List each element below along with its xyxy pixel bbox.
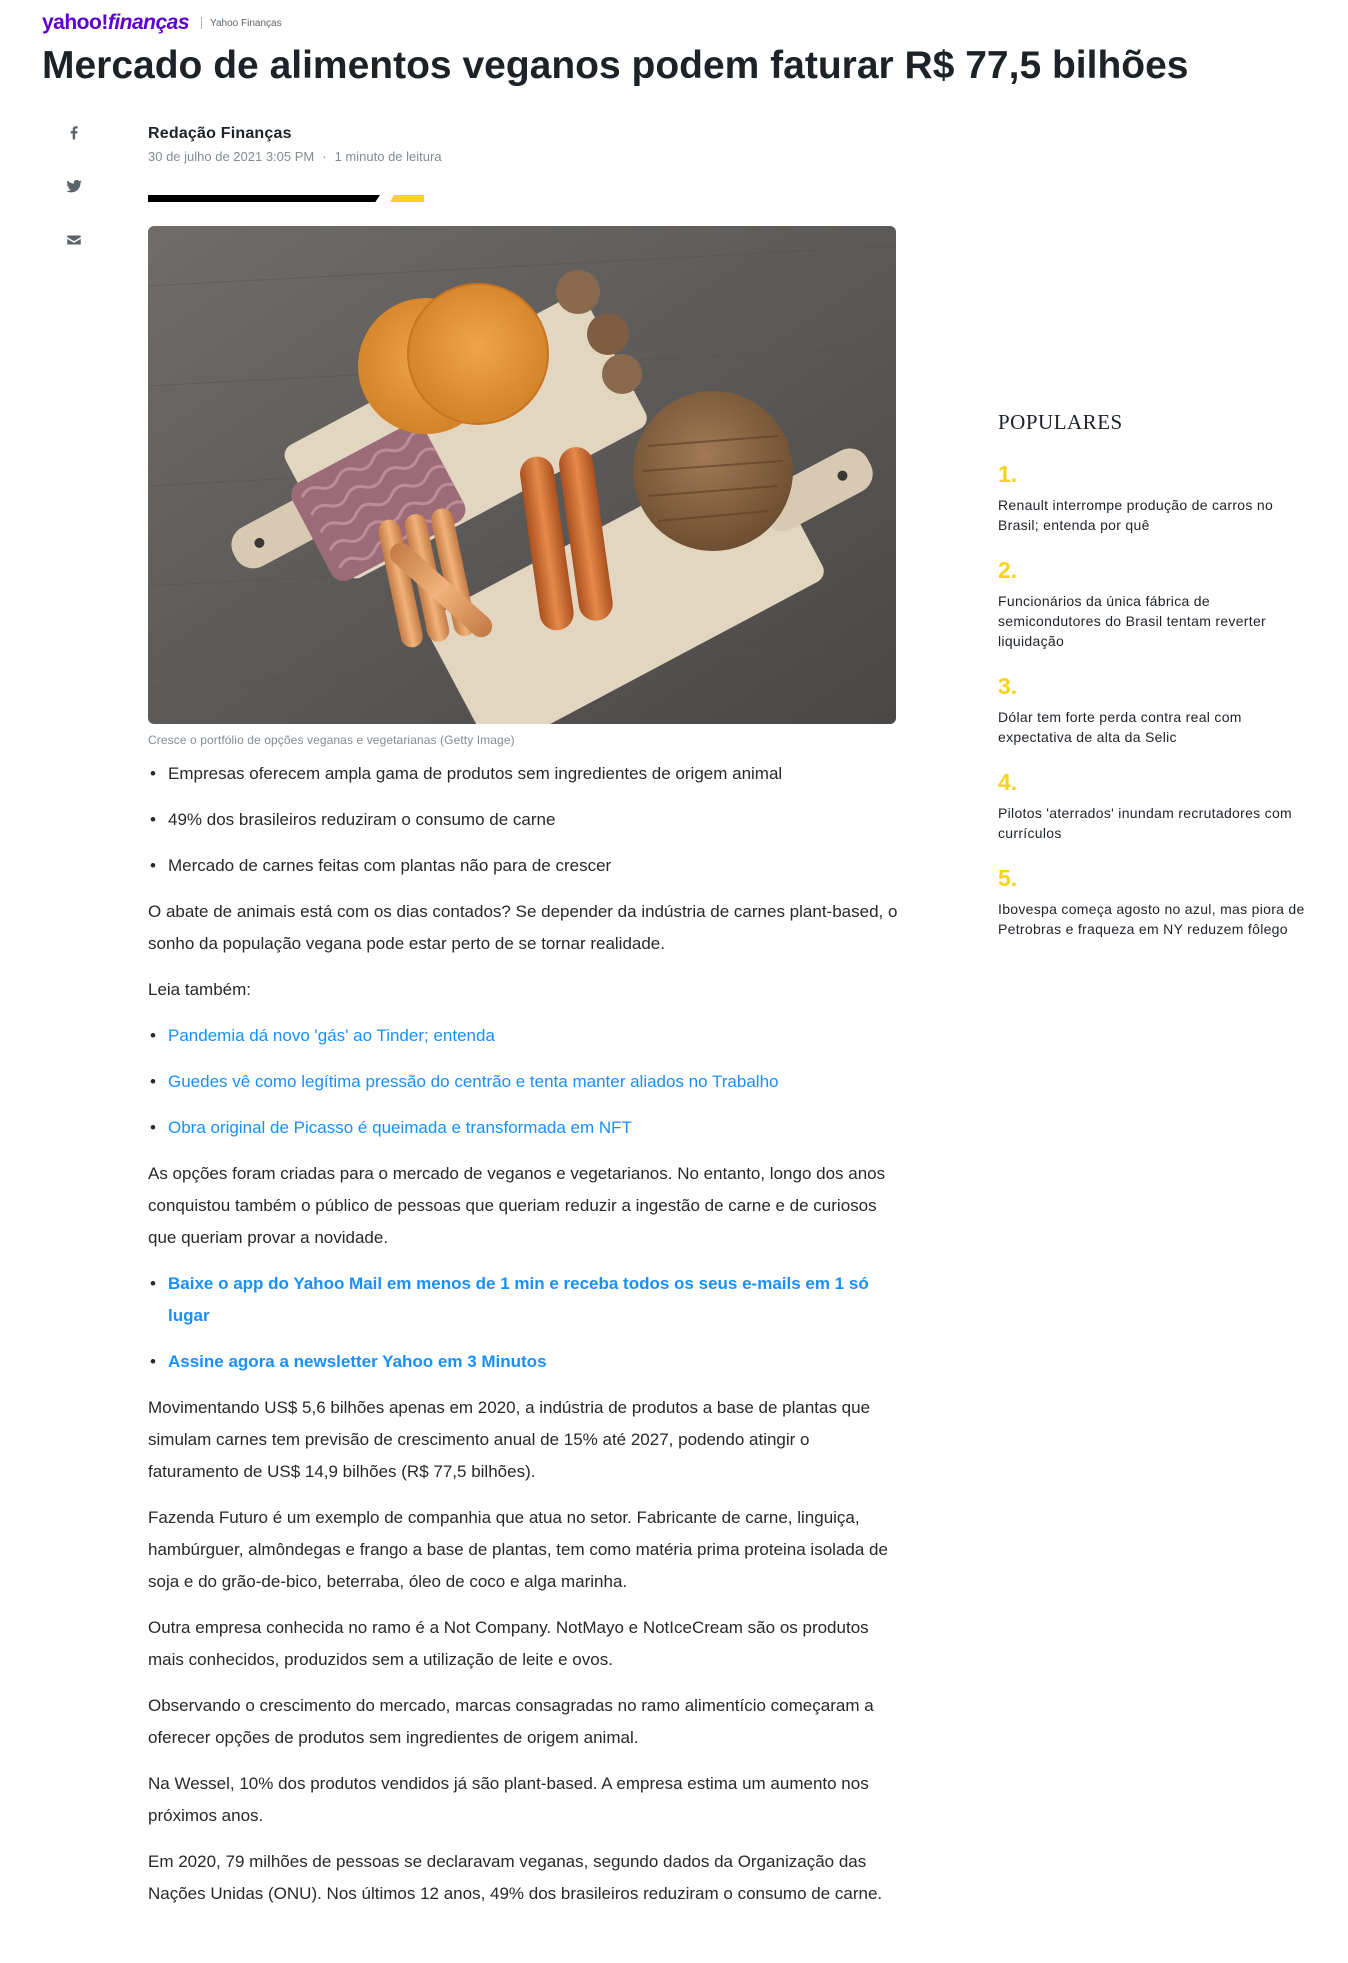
promo-item xyxy=(148,1268,900,1332)
article-body xyxy=(148,758,900,1924)
facebook-share-button[interactable] xyxy=(62,123,86,147)
yahoo-financas-logo[interactable]: yahoo!finanças xyxy=(42,11,190,34)
plant-based-foods-illustration xyxy=(148,226,896,724)
popular-headline[interactable]: Funcionários da única fábrica de semicondutores do Brasil tentam reverter liquidação xyxy=(998,593,1266,649)
read-also-link-guedes[interactable]: Guedes vê como legítima pressão do centrão e tenta manter aliados no Trabalho xyxy=(168,1072,779,1091)
meta-separator: · xyxy=(322,149,327,164)
highlight-item: • Mercado de carnes feitas com plantas não para de crescer xyxy=(148,850,900,882)
popular-headline[interactable]: Ibovespa começa agosto no azul, mas piora de Petrobras e fraqueza em NY reduzem fôlego xyxy=(998,901,1305,937)
title-rule-black xyxy=(148,195,380,202)
author-name: Redação Finanças xyxy=(148,125,292,142)
email-share-button[interactable] xyxy=(62,231,86,255)
share-bar xyxy=(62,120,86,285)
popular-sidebar xyxy=(998,410,1308,961)
promo-link-newsletter[interactable]: Assine agora a newsletter Yahoo em 3 Minutos xyxy=(168,1352,547,1371)
body-paragraph: Outra empresa conhecida no ramo é a Not Company. NotMayo e NotIceCream são os produtos mais conhecidos, produzidos sem a utilização de leite e ovos. xyxy=(148,1618,869,1669)
popular-rank: 5. xyxy=(998,865,1018,891)
promo-item xyxy=(148,1346,900,1378)
body-paragraph: As opções foram criadas para o mercado de veganos e vegetarianos. No entanto, longo dos anos conquistou também o público de pessoas que queriam reduzir a ingestão de carne e de curiosos que queriam provar a novidade. xyxy=(148,1164,886,1247)
body-paragraph: Fazenda Futuro é um exemplo de companhia que atua no setor. Fabricante de carne, linguiça, hambúrguer, almôndegas e frango a base de plantas, tem como matéria prima proteina isolada de soja e do grão-de-bico, beterraba, óleo de coco e alga marinha. xyxy=(148,1508,888,1591)
article-meta xyxy=(148,149,442,164)
body-paragraph: Em 2020, 79 milhões de pessoas se declaravam veganas, segundo dados da Organização das Nações Unidas (ONU). Nos últimos 12 anos, 49% dos brasileiros reduziram o consumo de carne. xyxy=(148,1852,883,1903)
body-paragraph: Movimentando US$ 5,6 bilhões apenas em 2020, a indústria de produtos a base de plantas que simulam carnes tem previsão de crescimento anual de 15% até 2027, podendo atingir o faturamento de US$ 14,9 bilhões (R$ 77,5 bilhões). xyxy=(148,1398,871,1481)
mail-icon xyxy=(65,231,83,249)
site-header xyxy=(42,10,282,36)
read-also-link-picasso[interactable]: Obra original de Picasso é queimada e transformada em NFT xyxy=(168,1118,632,1137)
highlights-list xyxy=(148,758,900,882)
read-also-item xyxy=(148,1020,900,1052)
read-also-list xyxy=(148,1020,900,1144)
facebook-icon xyxy=(65,123,83,141)
promo-link-yahoo-mail[interactable]: Baixe o app do Yahoo Mail em menos de 1 min e receba todos os seus e-mails em 1 só lugar xyxy=(168,1274,869,1325)
popular-rank: 4. xyxy=(998,769,1018,795)
popular-headline[interactable]: Dólar tem forte perda contra real com expectativa de alta da Selic xyxy=(998,709,1242,745)
hero-image[interactable] xyxy=(148,226,896,724)
popular-item[interactable] xyxy=(998,557,1308,651)
popular-rank: 1. xyxy=(998,461,1018,487)
header-subtitle[interactable]: Yahoo Finanças xyxy=(210,17,282,29)
reading-time: 1 minuto de leitura xyxy=(334,149,442,164)
body-paragraph: Na Wessel, 10% dos produtos vendidos já são plant-based. A empresa estima um aumento nos próximos anos. xyxy=(148,1774,869,1825)
article-title: Mercado de alimentos veganos podem faturar R$ 77,5 bilhões xyxy=(42,44,1189,87)
popular-rank: 3. xyxy=(998,673,1018,699)
promo-list xyxy=(148,1268,900,1378)
popular-headline[interactable]: Renault interrompe produção de carros no Brasil; entenda por quê xyxy=(998,497,1274,533)
highlight-item: • Empresas oferecem ampla gama de produtos sem ingredientes de origem animal xyxy=(148,758,900,790)
header-divider xyxy=(201,17,202,29)
highlight-item: • 49% dos brasileiros reduziram o consumo de carne xyxy=(148,804,900,836)
twitter-icon xyxy=(65,177,83,195)
body-paragraph: Observando o crescimento do mercado, marcas consagradas no ramo alimentício começaram a oferecer opções de produtos sem ingredientes de origem animal. xyxy=(148,1696,874,1747)
byline xyxy=(148,125,442,164)
popular-title: POPULARES xyxy=(998,410,1123,434)
publish-date: 30 de julho de 2021 3:05 PM xyxy=(148,149,315,164)
intro-paragraph: O abate de animais está com os dias contados? Se depender da indústria de carnes plant-based, o sonho da população vegana pode estar perto de se tornar realidade. xyxy=(148,902,898,953)
image-caption: Cresce o portfólio de opções veganas e vegetarianas (Getty Image) xyxy=(148,733,515,747)
read-also-label: Leia também: xyxy=(148,980,251,999)
popular-headline[interactable]: Pilotos 'aterrados' inundam recrutadores com currículos xyxy=(998,805,1293,841)
popular-item[interactable] xyxy=(998,865,1308,939)
popular-rank: 2. xyxy=(998,557,1018,583)
popular-item[interactable] xyxy=(998,673,1308,747)
popular-item[interactable] xyxy=(998,461,1308,535)
twitter-share-button[interactable] xyxy=(62,177,86,201)
read-also-link-tinder[interactable]: Pandemia dá novo 'gás' ao Tinder; entenda xyxy=(168,1026,495,1045)
title-rule-yellow xyxy=(390,195,424,202)
read-also-item xyxy=(148,1066,900,1098)
read-also-item xyxy=(148,1112,900,1144)
popular-item[interactable] xyxy=(998,769,1308,843)
